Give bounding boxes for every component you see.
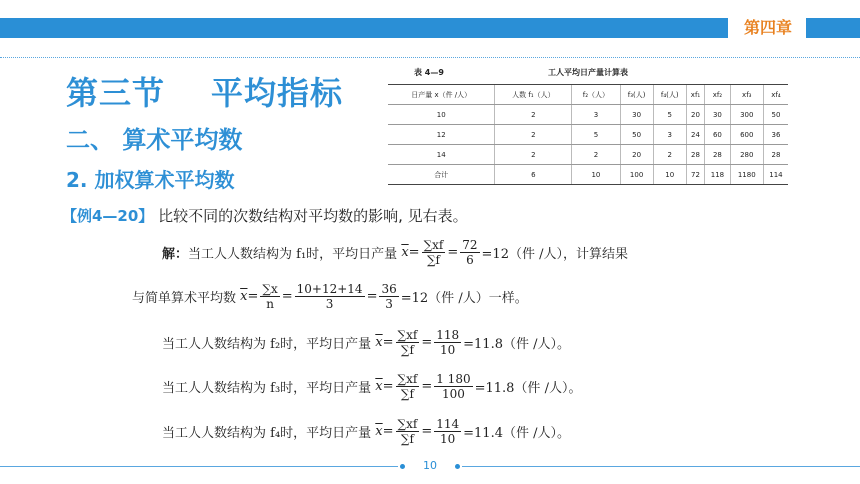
table-header-cell: xf₃ xyxy=(730,85,763,105)
formula-fraction xyxy=(396,372,420,401)
table-cell: 100 xyxy=(620,165,653,185)
solution-line-1: 解：当工人人数结构为 f₁时，平均日产量 $\overline{x}=$ $\frac{\sum xf}{\sum f}$ = $\frac{72}{6}$ =12（件 /人），计算结果 xyxy=(162,238,628,267)
solution-line-5: 当工人人数结构为 f₄时，平均日产量 $\overline{x}=$ $\frac{\sum xf}{\sum f}$ = $\frac{114}{10}$ =11.4（件 /人）。 xyxy=(162,417,570,446)
table-header-cell: 日产量 x（件 /人） xyxy=(388,85,495,105)
fraction-numerator: ∑xf xyxy=(397,417,418,431)
table-cell: 合计 xyxy=(388,165,495,185)
table-cell: 3 xyxy=(653,125,686,145)
fraction-numerator: 72 xyxy=(462,238,478,252)
solution-text: 当工人人数结构为 f₄时，平均日产量 xyxy=(162,426,376,441)
example-body: 比较不同的次数结构对平均数的影响, 见右表。 xyxy=(153,207,468,225)
table-cell: 10 xyxy=(388,105,495,125)
formula-fraction xyxy=(422,238,446,267)
formula-fraction xyxy=(396,328,420,357)
table-row xyxy=(388,105,788,125)
table-number: 表 4—9 xyxy=(414,68,444,77)
table-cell: 280 xyxy=(730,145,763,165)
production-table xyxy=(388,84,788,185)
table-cell: 2 xyxy=(495,145,572,165)
fraction-numerator: ∑xf xyxy=(397,372,418,386)
mean-symbol: $\overline{x}$ xyxy=(375,379,383,394)
value-fraction xyxy=(434,372,472,401)
fraction-numerator: 10+12+14 xyxy=(296,282,363,296)
fraction-numerator: 36 xyxy=(381,282,397,296)
table-cell: 12 xyxy=(388,125,495,145)
equals-sign: = xyxy=(408,245,420,260)
example-text xyxy=(62,205,468,226)
table-row xyxy=(388,145,788,165)
table-cell: 30 xyxy=(620,105,653,125)
equals-sign: = xyxy=(382,335,394,350)
subtitle-weighted-mean: 2. 加权算术平均数 xyxy=(66,168,235,192)
header-divider xyxy=(0,57,860,58)
solution-result: =12（件 /人）一样。 xyxy=(400,291,528,306)
table-cell: 28 xyxy=(686,145,704,165)
fraction-denominator: ∑f xyxy=(400,343,414,357)
table-cell: 20 xyxy=(620,145,653,165)
mean-symbol: $\overline{x}$ xyxy=(375,424,383,439)
solution-line-4: 当工人人数结构为 f₃时，平均日产量 $\overline{x}=$ $\frac{\sum xf}{\sum f}$ = $\frac{1 180}{100}$ =11.8（件 /人）。 xyxy=(162,372,582,401)
equals-sign: = xyxy=(382,379,394,394)
table-cell: 118 xyxy=(705,165,730,185)
formula-fraction xyxy=(396,417,420,446)
fraction-denominator: 6 xyxy=(466,253,474,267)
fraction-denominator: 3 xyxy=(385,297,393,311)
fraction-numerator: ∑x xyxy=(262,282,278,296)
footer-dot-right xyxy=(455,464,460,469)
fraction-denominator: n xyxy=(266,297,274,311)
table-cell: 1180 xyxy=(730,165,763,185)
table-cell: 10 xyxy=(653,165,686,185)
value-fraction xyxy=(295,282,365,311)
solution-text: 当工人人数结构为 f₂时，平均日产量 xyxy=(162,337,376,352)
mean-symbol: $\overline{x}$ xyxy=(401,245,409,260)
fraction-denominator: ∑f xyxy=(400,432,414,446)
value-fraction xyxy=(434,328,461,357)
section-label: 第三节 xyxy=(66,74,166,112)
fraction-numerator: ∑xf xyxy=(423,238,444,252)
value-fraction xyxy=(434,417,461,446)
header-bar-end xyxy=(806,18,860,38)
table-header-cell: xf₂ xyxy=(705,85,730,105)
table-cell: 30 xyxy=(705,105,730,125)
table-cell: 24 xyxy=(686,125,704,145)
table-cell: 10 xyxy=(572,165,620,185)
table-header-row xyxy=(388,85,788,105)
fraction-denominator: ∑f xyxy=(400,387,414,401)
solution-line-3: 当工人人数结构为 f₂时，平均日产量 $\overline{x}=$ $\frac{\sum xf}{\sum f}$ = $\frac{118}{10}$ =11.8（件 /人）。 xyxy=(162,328,570,357)
equals-sign: = xyxy=(382,424,394,439)
fraction-denominator: 3 xyxy=(325,297,334,311)
table-header-cell: f₄(人) xyxy=(653,85,686,105)
table-cell: 5 xyxy=(653,105,686,125)
chapter-label: 第四章 xyxy=(733,16,803,40)
fraction-numerator: 118 xyxy=(436,328,460,342)
table-cell: 2 xyxy=(653,145,686,165)
table-row xyxy=(388,125,788,145)
table-cell: 2 xyxy=(495,125,572,145)
table-cell: 2 xyxy=(495,105,572,125)
topic-label: 平均指标 xyxy=(211,74,344,112)
solution-result: =11.8（件 /人）。 xyxy=(463,337,570,352)
table-cell: 2 xyxy=(572,145,620,165)
table-header-cell: f₂（人） xyxy=(572,85,620,105)
table-cell: 72 xyxy=(686,165,704,185)
header-bar xyxy=(0,18,728,38)
table-header-cell: xf₄ xyxy=(763,85,788,105)
table-cell: 6 xyxy=(495,165,572,185)
page-number: 10 xyxy=(423,459,437,472)
table-cell: 36 xyxy=(763,125,788,145)
fraction-denominator: 100 xyxy=(441,387,465,401)
table-header-cell: f₃(人) xyxy=(620,85,653,105)
equals-sign: = xyxy=(247,289,259,304)
table-cell: 50 xyxy=(620,125,653,145)
page-title xyxy=(66,68,343,114)
table-header-cell: xf₁ xyxy=(686,85,704,105)
table-cell: 300 xyxy=(730,105,763,125)
fraction-denominator: 10 xyxy=(440,432,456,446)
solution-result: =11.4（件 /人）。 xyxy=(463,426,570,441)
formula-fraction xyxy=(260,282,279,311)
fraction-denominator: ∑f xyxy=(426,253,440,267)
solution-result: =11.8（件 /人）。 xyxy=(474,381,582,396)
table-title: 工人平均日产量计算表 xyxy=(548,68,628,77)
solution-text: 与简单算术平均数 xyxy=(132,291,241,306)
example-tag: 【例4—20】 xyxy=(62,207,154,225)
table-cell: 28 xyxy=(763,145,788,165)
fraction-numerator: 1 180 xyxy=(436,372,471,386)
table-cell: 14 xyxy=(388,145,495,165)
footer-dot-left xyxy=(400,464,405,469)
table-cell: 50 xyxy=(763,105,788,125)
table-caption xyxy=(388,64,788,80)
table-cell: 600 xyxy=(730,125,763,145)
table-header-cell: 人数 f₁（人） xyxy=(495,85,572,105)
solution-result: =12（件 /人），计算结果 xyxy=(481,247,628,262)
subtitle-arithmetic-mean: 二、 算术平均数 xyxy=(66,126,243,154)
solution-line-2: 与简单算术平均数 $\overline{x}=$ $\frac{\sum x}{n}$ = $\frac{10+12+14}{3}$ = $\frac{36}{3}$ =12（件 /人）一样。 xyxy=(132,282,528,311)
fraction-numerator: ∑xf xyxy=(397,328,418,342)
table-cell: 5 xyxy=(572,125,620,145)
solution-text: 当工人人数结构为 f₁时，平均日产量 xyxy=(188,247,402,262)
table-cell: 28 xyxy=(705,145,730,165)
table-cell: 20 xyxy=(686,105,704,125)
fraction-denominator: 10 xyxy=(440,343,456,357)
mean-symbol: $\overline{x}$ xyxy=(240,289,248,304)
value-fraction xyxy=(460,238,479,267)
table-cell: 3 xyxy=(572,105,620,125)
table-total-row xyxy=(388,165,788,185)
value-fraction xyxy=(379,282,398,311)
solution-lead: 解： xyxy=(162,247,189,262)
mean-symbol: $\overline{x}$ xyxy=(375,335,383,350)
fraction-numerator: 114 xyxy=(436,417,460,431)
table-cell: 114 xyxy=(763,165,788,185)
table-cell: 60 xyxy=(705,125,730,145)
solution-text: 当工人人数结构为 f₃时，平均日产量 xyxy=(162,381,376,396)
